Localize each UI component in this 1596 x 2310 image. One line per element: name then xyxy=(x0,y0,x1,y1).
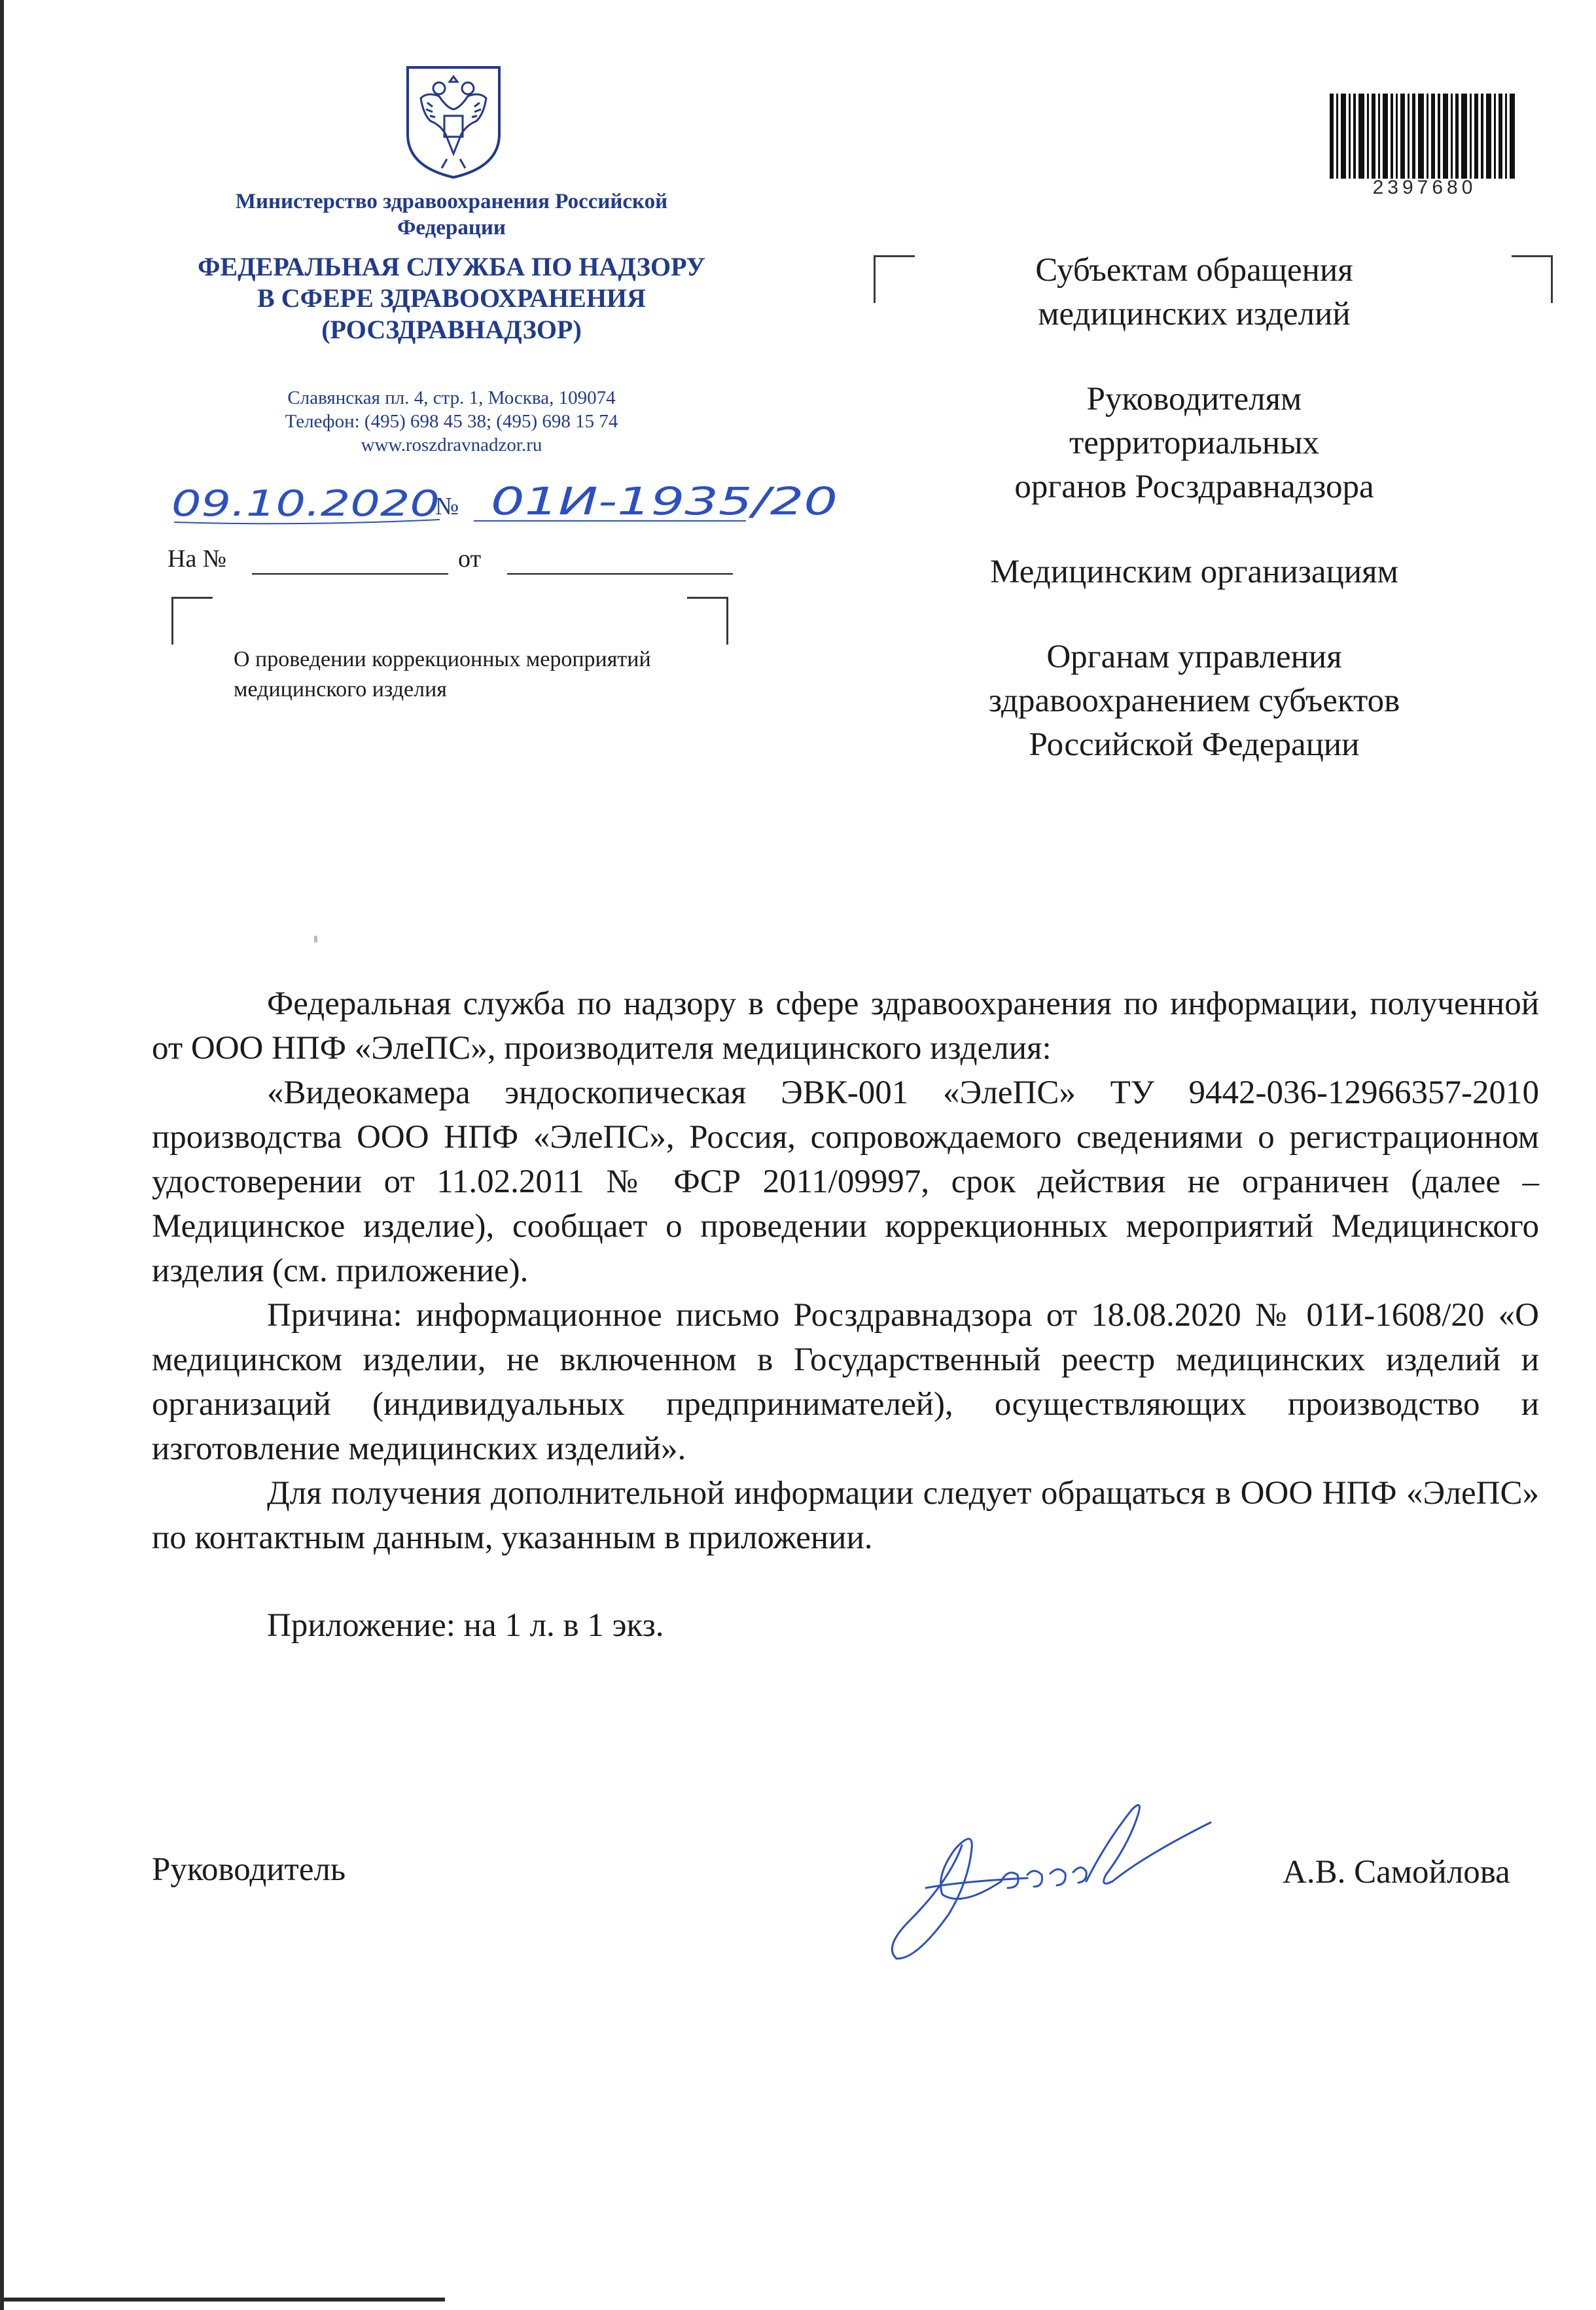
registration-date-text: 09.10.2020 xyxy=(171,483,440,524)
attachment-note: Приложение: на 1 л. в 1 экз. xyxy=(267,1607,664,1644)
body-paragraph: Для получения дополнительной информации следует обращаться в ООО НПФ «ЭлеПС» по контактным данным, указанным в приложении. xyxy=(152,1475,1539,1556)
reply-date-label: от xyxy=(458,545,482,573)
addressee: Медицинским организациям xyxy=(990,554,1398,590)
letter-body xyxy=(152,982,1539,1560)
reply-date-line xyxy=(507,573,733,575)
body-paragraph: «Видеокамера эндоскопическая ЭВК-001 «ЭлеПС» ТУ 9442-036-12966357-2010 производства ООО НПФ «ЭлеПС», Россия, сопровождаемого сведениями о регистрационном удостоверении от 11.02.2011 № ФСР 2011/09997, срок действия не ограничен (далее – Медицинское изделие), сообщает о проведении коррекционных мероприятий Медицинского изделия (см. приложение). xyxy=(152,1075,1539,1289)
website-line: www.roszdravnadzor.ru xyxy=(361,435,542,455)
body-paragraph: Причина: информационное письмо Росздравнадзора от 18.08.2020 № 01И-1608/20 «О медицинском изделии, не включенном в Государственный реестр медицинских изделий и организаций (индивидуальных предпринимателей), осуществляющих производство и изготовление медицинских изделий». xyxy=(152,1297,1539,1467)
addressee-block xyxy=(916,249,1472,767)
registration-date xyxy=(171,482,453,527)
body-paragraph: Федеральная служба по надзору в сфере здравоохранения по информации, полученной от ООО НПФ «ЭлеПС», производителя медицинского изделия: xyxy=(152,986,1539,1067)
barcode-number: 2397680 xyxy=(1372,177,1477,198)
scan-edge-left xyxy=(0,0,4,2310)
registration-number xyxy=(471,478,847,530)
coat-of-arms-icon xyxy=(401,62,506,180)
registration-number-label: № xyxy=(435,493,459,520)
service-name-line: ФЕДЕРАЛЬНАЯ СЛУЖБА ПО НАДЗОРУ xyxy=(198,252,705,281)
barcode xyxy=(1330,94,1519,179)
scan-speck xyxy=(314,936,317,942)
signatory-position: Руководитель xyxy=(152,1851,346,1888)
signatory-name: А.В. Самойлова xyxy=(1283,1854,1510,1891)
addressee: Органам управления здравоохранением субъектов Российской Федерации xyxy=(988,639,1400,763)
reply-number-label: На № xyxy=(168,545,227,573)
ministry-name: Министерство здравоохранения Российской Федерации xyxy=(235,190,668,240)
address-line: Славянская пл. 4, стр. 1, Москва, 109074 xyxy=(287,387,616,408)
service-name-line: (РОСЗДРАВНАДЗОР) xyxy=(321,315,582,344)
addressee: Субъектам обращения медицинских изделий xyxy=(1035,252,1353,332)
handwritten-signature xyxy=(870,1783,1237,1963)
letter-subject: О проведении коррекционных мероприятий медицинского изделия xyxy=(234,647,651,702)
subject-corner-right xyxy=(687,597,728,645)
addressee: Руководителям территориальных органов Росздравнадзора xyxy=(1014,381,1374,505)
scan-edge-bottom xyxy=(0,2298,445,2301)
service-name xyxy=(157,251,746,346)
addressee-corner-right xyxy=(1512,255,1553,303)
reply-number-line xyxy=(252,573,448,575)
contact-address xyxy=(177,386,726,457)
subject-corner-left xyxy=(171,597,213,645)
registration-number-text: 01И-1935/20 xyxy=(491,479,838,524)
phone-line: Телефон: (495) 698 45 38; (495) 698 15 74 xyxy=(285,411,618,432)
addressee-corner-left xyxy=(874,255,915,303)
service-name-line: В СФЕРЕ ЗДРАВООХРАНЕНИЯ xyxy=(257,283,646,313)
